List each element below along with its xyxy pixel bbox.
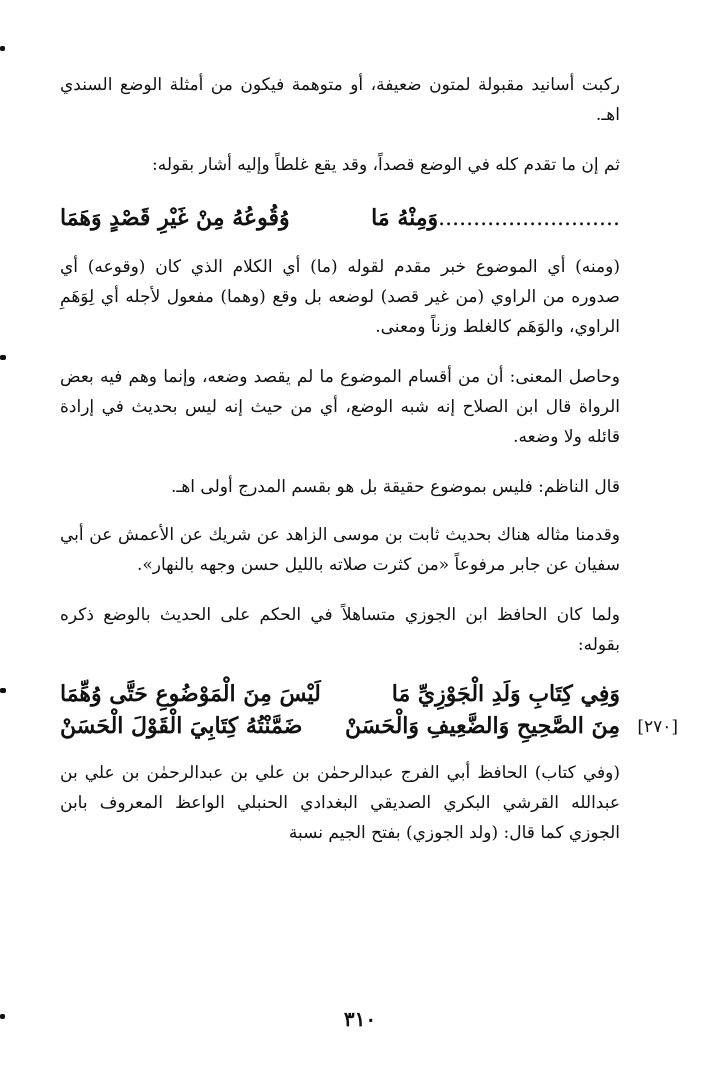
verse-hemistich-first-text: وَمِنْهُ مَا [371,205,439,231]
verse-hemistich-second: لَيْسَ مِنَ الْمَوْضُوعِ حَتَّى وُهِّمَا [60,681,321,707]
verse-line [60,198,620,238]
page-number: ٣١٠ [343,1007,377,1031]
paragraph-4: وحاصل المعنى: أن من أقسام الموضوع ما لم يقصد وضعه، وإنما وهم فيه بعض الرواة قال ابن الصلاح إنه شبه الوضع، أي من حيث إنه ليس بحديث في إرادة قائله ولا وضعه. [60,367,620,447]
paragraph-6: وقدمنا مثاله هناك بحديث ثابت بن موسى الزاهد عن شريك عن الأعمش عن أبي سفيان عن جابر مرفوعاً «من كثرت صلاته بالليل حسن وجهه بالنهار». [60,525,620,575]
verse-hemistich-first: وَفِي كِتَابِ وَلَدِ الْجَوْزِيِّ مَا [391,681,620,707]
verse-hemistich-first [371,198,620,238]
paragraph-3: (ومنه) أي الموضوع خبر مقدم لقوله (ما) أي الكلام الذي كان (وقوعه) أي صدوره من الراوي (من غير قصد) لوضعه بل وقع (وهما) مفعول لأجله أي لِوَهَمِ الراوي، والوَهَم كالغلط وزناً ومعنى. [60,257,620,337]
paragraph-7: ولما كان الحافظ ابن الجوزي متساهلاً في الحكم على الحديث بالوضع ذكره بقوله: [60,605,620,655]
binding-mark [0,688,6,693]
paragraph-1: ركبت أسانيد مقبولة لمتون ضعيفة، أو متوهمة فيكون من أمثلة الوضع السندي اهـ. [60,75,620,125]
paragraph-2: ثم إن ما تقدم كله في الوضع قصداً، وقد يقع غلطاً وإليه أشار بقوله: [152,155,620,175]
binding-mark [0,355,6,360]
verse-hemistich-second: وُقُوعُهُ مِنْ غَيْرِ قَصْدٍ وَهَمَا [60,205,290,231]
binding-mark [0,46,5,51]
verse-ellipsis: .......................... [438,206,620,231]
verse-couplet [60,678,678,742]
verse-hemistich-first: مِنَ الصَّحِيحِ وَالضَّعِيفِ وَالْحَسَنْ [345,713,620,739]
verse-number: [٢٧٠] [637,717,678,737]
verse-couplet-line-1 [60,678,620,710]
paragraph-8: (وفي كتاب) الحافظ أبي الفرج عبدالرحمٰن بن علي بن عبدالرحمٰن بن علي بن عبدالله القرشي البكري الصديقي البغدادي الحنبلي الواعظ المعروف بابن الجوزي كما قال: (ولد الجوزي) بفتح الجيم نسبة [60,763,620,843]
verse-hemistich-second: ضَمَّنْتُهُ كِتَابِيَ الْقَوْلَ الْحَسَنْ [60,713,303,739]
page-body [60,70,678,868]
paragraph-5: قال الناظم: فليس بموضوع حقيقة بل هو بقسم المدرج أولى اهـ. [170,477,620,497]
verse-couplet-line-2 [60,710,620,742]
